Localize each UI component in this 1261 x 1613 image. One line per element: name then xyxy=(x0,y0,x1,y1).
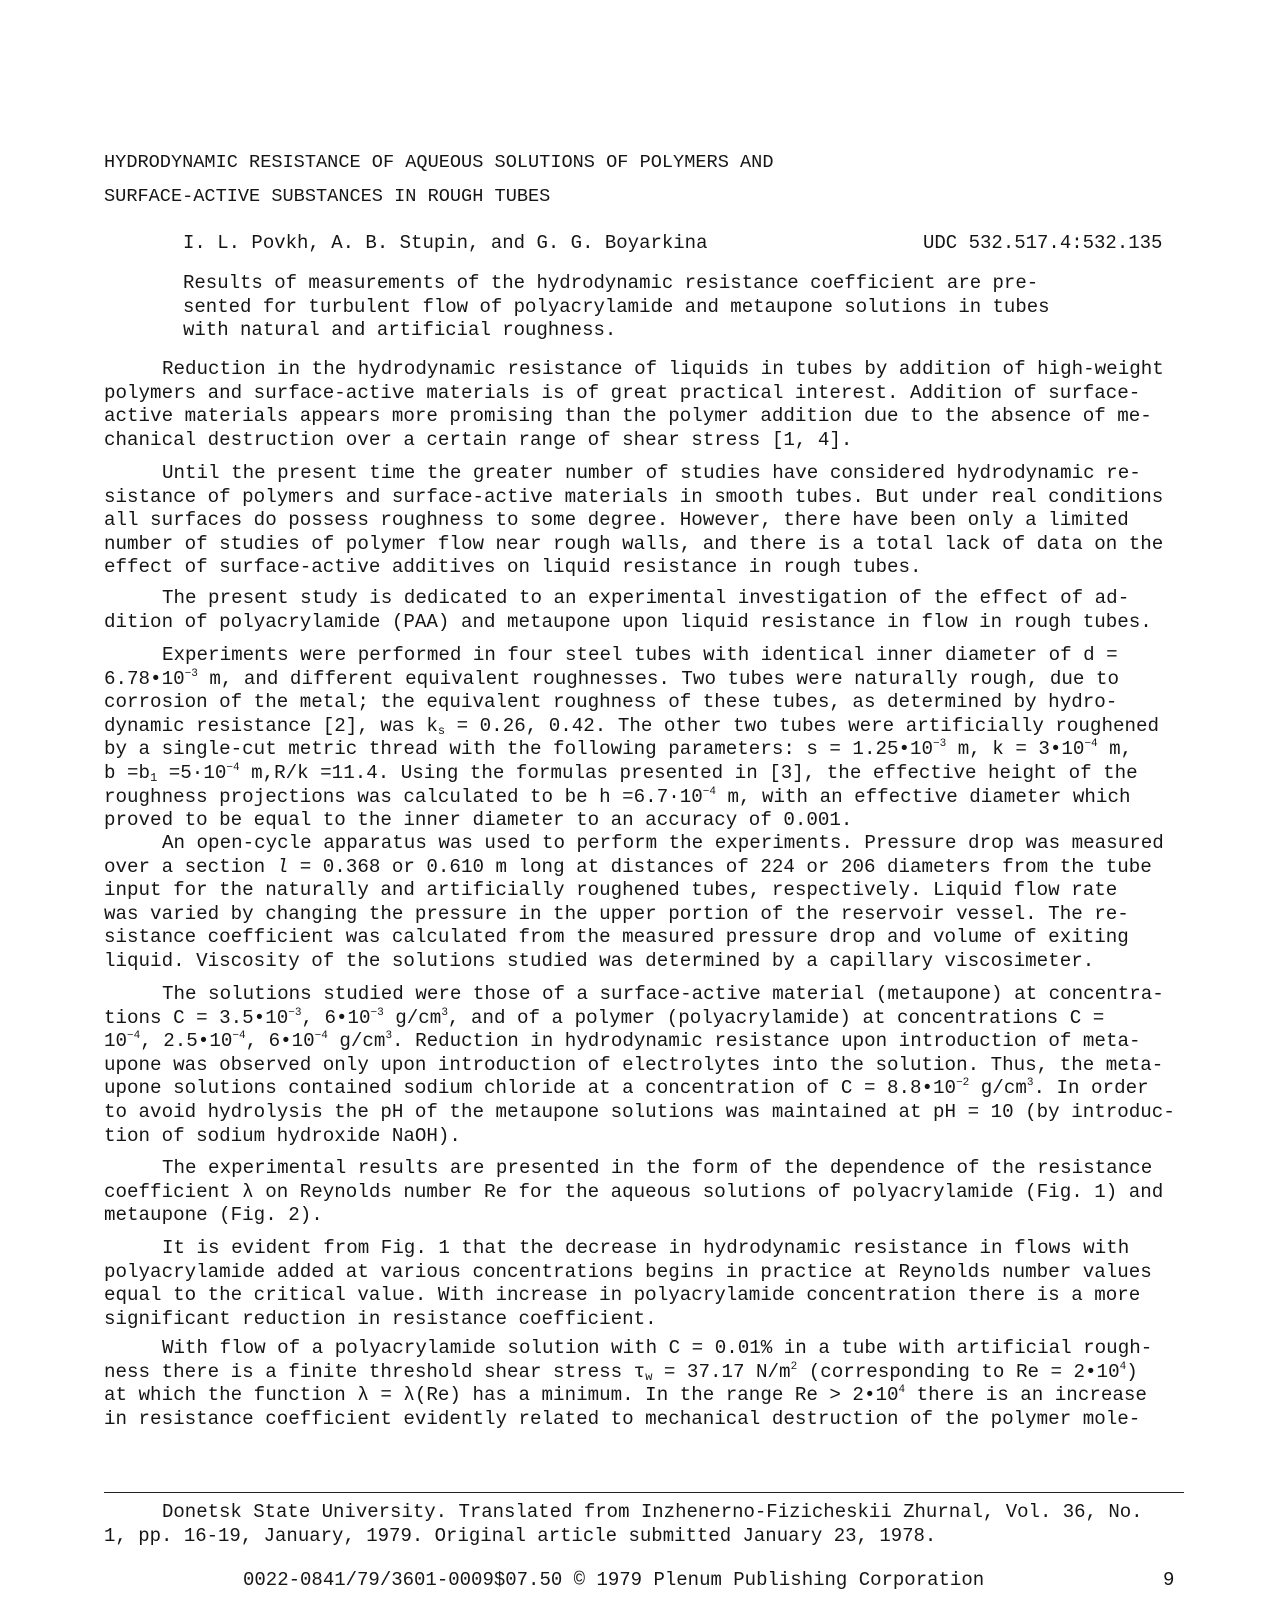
text-line: ness there is a finite threshold shear stress $\tau_w = 37.17$ $N/m^2$ (corresponding to $Re = 2•10^4$) xyxy=(104,1360,1138,1384)
text-line: The experimental results are presented in the form of the dependence of the resistance xyxy=(162,1157,1153,1179)
footnote-divider xyxy=(104,1492,1184,1493)
text-line: effect of surface-active additives on liquid resistance in rough tubes. xyxy=(104,556,922,579)
abstract-line: Results of measurements of the hydrodynamic resistance coefficient are pre- xyxy=(183,272,1039,294)
text-line: sistance of polymers and surface-active materials in smooth tubes. But under real conditions xyxy=(104,485,1164,508)
text-line: upone was observed only upon introduction of electrolytes into the solution. Thus, the meta- xyxy=(104,1053,1164,1076)
abstract-line: sented for turbulent flow of polyacrylamide and metaupone solutions in tubes xyxy=(183,295,1050,318)
text-line: coefficient λ on Reynolds number Re for the aqueous solutions of polyacrylamide (Fig. 1) and xyxy=(104,1180,1164,1203)
text-line: $10^{-4}$, $2.5•10^{-4}$, $6•10^{-4}$ $g/cm^3$. Reduction in hydrodynamic resistance upon introduction of meta- xyxy=(104,1030,1141,1053)
paragraph-4 xyxy=(104,644,1204,833)
text-line: An open-cycle apparatus was used to perform the experiments. Pressure drop was measured xyxy=(162,832,1164,854)
text-line: $6.78•10^{-3}$ m, and different equivalent roughnesses. Two tubes were naturally rough, due to xyxy=(104,667,1119,690)
text-line: Reduction in the hydrodynamic resistance of liquids in tubes by addition of high-weight xyxy=(162,358,1164,380)
text-line: over a section l = 0.368 or 0.610 m long at distances of 224 or 206 diameters from the tube xyxy=(104,855,1152,878)
text-line: in resistance coefficient evidently related to mechanical destruction of the polymer mole- xyxy=(104,1407,1141,1430)
text-line: tion of sodium hydroxide NaOH). xyxy=(104,1124,461,1147)
text-line: It is evident from Fig. 1 that the decrease in hydrodynamic resistance in flows with xyxy=(162,1237,1130,1259)
text-line: chanical destruction over a certain range of shear stress [1, 4]. xyxy=(104,428,853,451)
abstract xyxy=(183,272,1083,343)
text-line: metaupone (Fig. 2). xyxy=(104,1204,323,1227)
text-line: input for the naturally and artificially roughened tubes, respectively. Liquid flow rate xyxy=(104,879,1118,902)
paragraph-7 xyxy=(104,1157,1204,1228)
footnote-line: Donetsk State University. Translated from Inzhenerno-Fizicheskii Zhurnal, Vol. 36, No. xyxy=(162,1501,1143,1523)
text-line: all surfaces do possess roughness to some degree. However, there have been only a limited xyxy=(104,509,1129,532)
footnote xyxy=(104,1500,1204,1548)
text-line: dynamic resistance [2], was $k_s = 0.26$, 0.42. The other two tubes were artificially roughened xyxy=(104,714,1160,738)
text-line: The solutions studied were those of a surface-active material (metaupone) at concentra- xyxy=(162,983,1164,1005)
title-line-1: HYDRODYNAMIC RESISTANCE OF AQUEOUS SOLUTIONS OF POLYMERS AND xyxy=(104,152,774,173)
text-line: at which the function λ = λ(Re) has a minimum. In the range $Re > 2•10^4$ there is an increase xyxy=(104,1384,1147,1407)
authors: I. L. Povkh, A. B. Stupin, and G. G. Boyarkina xyxy=(183,232,708,254)
footnote-line: 1, pp. 16-19, January, 1979. Original article submitted January 23, 1978. xyxy=(104,1525,937,1547)
text-line: roughness projections was calculated to be $h =6.7\cdot 10^{-4}$ m, with an effective diameter which xyxy=(104,785,1131,808)
paragraph-5 xyxy=(104,832,1204,974)
paragraph-2 xyxy=(104,462,1204,580)
paragraph-8 xyxy=(104,1237,1204,1331)
text-line: equal to the critical value. With increase in polyacrylamide concentration there is a more xyxy=(104,1284,1141,1307)
text-line: to avoid hydrolysis the pH of the metaupone solutions was maintained at pH = 10 (by introduc- xyxy=(104,1100,1175,1123)
text-line: proved to be equal to the inner diameter to an accuracy of 0.001. xyxy=(104,809,853,832)
paragraph-3 xyxy=(104,587,1204,634)
text-line: With flow of a polyacrylamide solution with C = 0.01% in a tube with artificial rough- xyxy=(162,1337,1153,1359)
text-line: polymers and surface-active materials is of great practical interest. Addition of surface- xyxy=(104,381,1141,404)
text-line: tions $C = 3.5•10^{-3}$, $6•10^{-3}$ $g/cm^3$, and of a polymer (polyacrylamide) at concentrations C = xyxy=(104,1006,1105,1029)
text-line: The present study is dedicated to an experimental investigation of the effect of ad- xyxy=(162,587,1130,609)
page-number: 9 xyxy=(1163,1569,1175,1591)
article-title xyxy=(104,146,1004,214)
text-line: significant reduction in resistance coefficient. xyxy=(104,1307,657,1330)
text-line: $b =b_1 =5\cdot 10^{-4}$ m,R/k =11.4. Using the formulas presented in [3], the effective height of the xyxy=(104,761,1138,785)
paragraph-1 xyxy=(104,358,1204,452)
text-line: number of studies of polymer flow near rough walls, and there is a total lack of data on the xyxy=(104,532,1164,555)
paragraph-6 xyxy=(104,983,1204,1148)
text-line: Experiments were performed in four steel tubes with identical inner diameter of d = xyxy=(162,644,1118,666)
text-line: polyacrylamide added at various concentrations begins in practice at Reynolds number values xyxy=(104,1260,1152,1283)
abstract-line: with natural and artificial roughness. xyxy=(183,319,617,341)
text-line: active materials appears more promising than the polymer addition due to the absence of me- xyxy=(104,405,1152,428)
text-line: was varied by changing the pressure in the upper portion of the reservoir vessel. The re- xyxy=(104,902,1129,925)
paragraph-9 xyxy=(104,1337,1204,1431)
text-line: dition of polyacrylamide (PAA) and metaupone upon liquid resistance in flow in rough tubes. xyxy=(104,610,1152,633)
text-line: liquid. Viscosity of the solutions studied was determined by a capillary viscosimeter. xyxy=(104,949,1095,972)
text-line: sistance coefficient was calculated from the measured pressure drop and volume of exiting xyxy=(104,926,1129,949)
text-line: corrosion of the metal; the equivalent roughness of these tubes, as determined by hydro- xyxy=(104,691,1118,714)
text-line: Until the present time the greater number of studies have considered hydrodynamic re- xyxy=(162,462,1141,484)
title-line-2: SURFACE-ACTIVE SUBSTANCES IN ROUGH TUBES xyxy=(104,186,551,207)
text-line: upone solutions contained sodium chloride at a concentration of $C = 8.8•10^{-2}$ $g/cm^3$. In order xyxy=(104,1077,1149,1100)
udc-code: UDC 532.517.4:532.135 xyxy=(923,232,1163,254)
text-line: by a single-cut metric thread with the following parameters: $s = 1.25•10^{-3}$ m, $k = 3•10^{-4}$ m, xyxy=(104,738,1133,761)
publication-code: 0022-0841/79/3601-0009$07.50 © 1979 Plenum Publishing Corporation xyxy=(243,1569,985,1591)
